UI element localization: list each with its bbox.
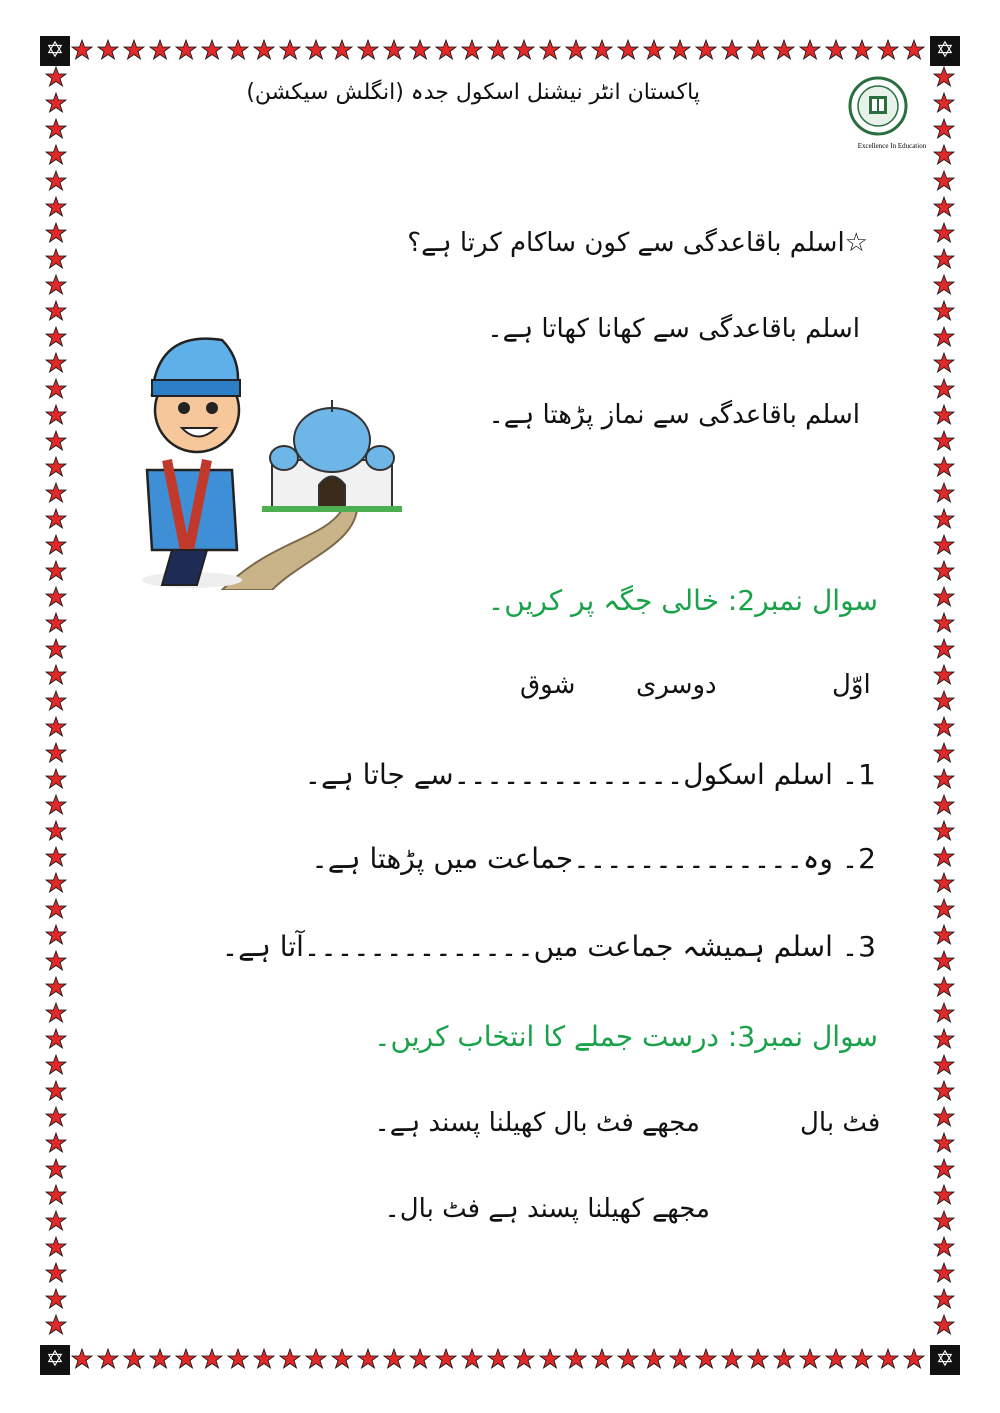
- border-star-icon: [44, 378, 68, 402]
- border-star-icon: [44, 820, 68, 844]
- border-star-icon: [382, 1348, 406, 1372]
- border-star-icon: [932, 300, 956, 324]
- border-star-icon: [932, 872, 956, 896]
- border-star-icon: [798, 39, 822, 63]
- border-star-icon: [44, 1054, 68, 1078]
- border-star-icon: [44, 716, 68, 740]
- border-star-icon: [486, 1348, 510, 1372]
- answer-1: اسلم باقاعدگی سے کھانا کھاتا ہے۔: [487, 314, 860, 344]
- border-star-icon: [850, 39, 874, 63]
- border-star-icon: [44, 586, 68, 610]
- border-star-icon: [932, 586, 956, 610]
- border-star-icon: [408, 39, 432, 63]
- sentence-option-2[interactable]: مجھے کھیلنا پسند ہے فٹ بال۔: [384, 1194, 710, 1224]
- border-star-icon: [668, 1348, 692, 1372]
- word-bank-item: شوق: [520, 670, 576, 700]
- boy-icon: [142, 339, 242, 588]
- border-star-icon: [44, 794, 68, 818]
- border-star-icon: [932, 1132, 956, 1156]
- border-star-icon: [902, 1348, 926, 1372]
- border-star-icon: [642, 39, 666, 63]
- border-star-icon: [174, 1348, 198, 1372]
- question-1: ☆اسلم باقاعدگی سے کون ساکام کرتا ہے؟: [407, 228, 868, 258]
- logo-caption: Excellence In Education: [857, 142, 927, 150]
- top-border: [40, 36, 960, 66]
- fill-blank-sentence-2[interactable]: 2۔ وہ۔۔۔۔۔۔۔۔۔۔۔۔۔۔جماعت میں پڑھتا ہے۔: [311, 842, 876, 875]
- border-star-icon: [932, 1054, 956, 1078]
- border-star-icon: [932, 1106, 956, 1130]
- border-star-icon: [70, 1348, 94, 1372]
- border-star-icon: [932, 1288, 956, 1312]
- border-star-icon: [932, 742, 956, 766]
- border-star-icon: [356, 39, 380, 63]
- border-star-icon: [538, 39, 562, 63]
- border-star-icon: [932, 430, 956, 454]
- border-star-icon: [538, 1348, 562, 1372]
- border-star-icon: [200, 39, 224, 63]
- border-star-icon: [616, 39, 640, 63]
- border-star-icon: [304, 1348, 328, 1372]
- border-star-icon: [382, 39, 406, 63]
- border-star-icon: [44, 950, 68, 974]
- border-star-icon: [876, 39, 900, 63]
- border-star-icon: [616, 1348, 640, 1372]
- border-star-icon: [44, 1184, 68, 1208]
- bottom-border: [40, 1345, 960, 1375]
- border-star-icon: [932, 638, 956, 662]
- border-star-icon: [44, 222, 68, 246]
- border-star-icon: [512, 1348, 536, 1372]
- corner-star-icon: ✡: [40, 1345, 70, 1375]
- border-star-icon: [932, 950, 956, 974]
- border-star-icon: [932, 1184, 956, 1208]
- border-star-icon: [720, 39, 744, 63]
- border-star-icon: [932, 508, 956, 532]
- border-star-icon: [70, 39, 94, 63]
- border-star-icon: [932, 534, 956, 558]
- border-star-icon: [902, 39, 926, 63]
- border-star-icon: [932, 924, 956, 948]
- border-star-icon: [252, 1348, 276, 1372]
- border-star-icon: [824, 39, 848, 63]
- border-star-icon: [932, 664, 956, 688]
- border-star-icon: [44, 1106, 68, 1130]
- border-star-icon: [932, 846, 956, 870]
- border-star-icon: [44, 170, 68, 194]
- border-star-icon: [668, 39, 692, 63]
- border-star-icon: [932, 248, 956, 272]
- border-star-icon: [876, 1348, 900, 1372]
- border-star-icon: [44, 976, 68, 1000]
- border-star-icon: [746, 39, 770, 63]
- border-star-icon: [932, 1028, 956, 1052]
- question-3-word: فٹ بال: [800, 1108, 881, 1138]
- border-star-icon: [44, 638, 68, 662]
- border-star-icon: [44, 1080, 68, 1104]
- border-star-icon: [44, 690, 68, 714]
- border-star-icon: [932, 482, 956, 506]
- border-star-icon: [226, 39, 250, 63]
- border-star-icon: [932, 1080, 956, 1104]
- border-star-icon: [330, 1348, 354, 1372]
- border-star-icon: [44, 534, 68, 558]
- border-star-icon: [330, 39, 354, 63]
- border-star-icon: [44, 1158, 68, 1182]
- border-star-icon: [932, 196, 956, 220]
- border-star-icon: [44, 898, 68, 922]
- border-star-icon: [932, 1002, 956, 1026]
- border-star-icon: [932, 1210, 956, 1234]
- school-title: پاکستان انٹر نیشنل اسکول جدہ (انگلش سیکشن): [246, 80, 700, 105]
- right-border: [928, 36, 960, 1375]
- border-star-icon: [44, 1028, 68, 1052]
- border-star-icon: [44, 196, 68, 220]
- border-star-icon: [824, 1348, 848, 1372]
- border-star-icon: [96, 39, 120, 63]
- border-star-icon: [932, 560, 956, 584]
- border-star-icon: [44, 1002, 68, 1026]
- border-star-icon: [932, 690, 956, 714]
- border-star-icon: [694, 1348, 718, 1372]
- border-star-icon: [44, 1262, 68, 1286]
- border-star-icon: [44, 1288, 68, 1312]
- border-star-icon: [44, 872, 68, 896]
- border-star-icon: [590, 1348, 614, 1372]
- border-star-icon: [278, 39, 302, 63]
- border-star-icon: [932, 820, 956, 844]
- border-star-icon: [200, 1348, 224, 1372]
- border-star-icon: [44, 560, 68, 584]
- border-star-icon: [932, 716, 956, 740]
- border-star-icon: [44, 508, 68, 532]
- border-star-icon: [148, 1348, 172, 1372]
- border-star-icon: [44, 352, 68, 376]
- border-star-icon: [590, 39, 614, 63]
- answer-2: اسلم باقاعدگی سے نماز پڑھتا ہے۔: [488, 400, 860, 430]
- border-star-icon: [772, 39, 796, 63]
- border-star-icon: [932, 976, 956, 1000]
- border-star-icon: [460, 39, 484, 63]
- border-star-icon: [932, 612, 956, 636]
- border-star-icon: [932, 1236, 956, 1260]
- border-star-icon: [932, 768, 956, 792]
- border-star-icon: [356, 1348, 380, 1372]
- fill-blank-sentence-1[interactable]: 1۔ اسلم اسکول۔۔۔۔۔۔۔۔۔۔۔۔۔۔سے جاتا ہے۔: [304, 758, 876, 791]
- question-3-title: سوال نمبر3: درست جملے کا انتخاب کریں۔: [374, 1020, 878, 1053]
- border-star-icon: [148, 39, 172, 63]
- border-star-icon: [564, 1348, 588, 1372]
- border-star-icon: [44, 118, 68, 142]
- border-star-icon: [932, 404, 956, 428]
- border-star-icon: [564, 39, 588, 63]
- corner-star-icon: ✡: [930, 36, 960, 66]
- border-star-icon: [44, 846, 68, 870]
- border-star-icon: [174, 39, 198, 63]
- border-star-icon: [932, 1314, 956, 1338]
- border-star-icon: [932, 274, 956, 298]
- border-star-icon: [44, 742, 68, 766]
- border-star-icon: [932, 378, 956, 402]
- border-star-icon: [44, 300, 68, 324]
- border-star-icon: [694, 39, 718, 63]
- border-star-icon: [44, 66, 68, 90]
- border-star-icon: [434, 39, 458, 63]
- border-star-icon: [932, 170, 956, 194]
- border-star-icon: [252, 39, 276, 63]
- border-star-icon: [304, 39, 328, 63]
- border-star-icon: [932, 352, 956, 376]
- corner-star-icon: ✡: [40, 36, 70, 66]
- border-star-icon: [460, 1348, 484, 1372]
- border-star-icon: [44, 326, 68, 350]
- boy-mosque-illustration: [112, 300, 422, 590]
- border-star-icon: [642, 1348, 666, 1372]
- border-star-icon: [44, 1210, 68, 1234]
- fill-blank-sentence-3[interactable]: 3۔ اسلم ہمیشہ جماعت میں۔۔۔۔۔۔۔۔۔۔۔۔۔۔آتا ہے۔: [221, 930, 876, 963]
- border-star-icon: [798, 1348, 822, 1372]
- border-star-icon: [44, 144, 68, 168]
- mosque-icon: [262, 400, 402, 512]
- border-star-icon: [932, 794, 956, 818]
- border-star-icon: [44, 430, 68, 454]
- border-star-icon: [44, 92, 68, 116]
- border-star-icon: [44, 1132, 68, 1156]
- border-star-icon: [44, 1314, 68, 1338]
- border-star-icon: [850, 1348, 874, 1372]
- border-star-icon: [44, 404, 68, 428]
- corner-star-icon: ✡: [930, 1345, 960, 1375]
- border-star-icon: [434, 1348, 458, 1372]
- border-star-icon: [486, 39, 510, 63]
- border-star-icon: [932, 1158, 956, 1182]
- border-star-icon: [932, 326, 956, 350]
- word-bank-item: دوسری: [636, 670, 717, 700]
- border-star-icon: [278, 1348, 302, 1372]
- left-border: [40, 36, 72, 1375]
- sentence-option-1[interactable]: مجھے فٹ بال کھیلنا پسند ہے۔: [374, 1108, 700, 1138]
- border-star-icon: [512, 39, 536, 63]
- border-star-icon: [44, 482, 68, 506]
- border-star-icon: [122, 1348, 146, 1372]
- border-star-icon: [720, 1348, 744, 1372]
- border-star-icon: [44, 924, 68, 948]
- school-logo: [842, 72, 942, 152]
- border-star-icon: [932, 222, 956, 246]
- border-star-icon: [746, 1348, 770, 1372]
- border-star-icon: [932, 456, 956, 480]
- word-bank-item: اوّل: [832, 670, 871, 700]
- border-star-icon: [932, 898, 956, 922]
- border-star-icon: [44, 1236, 68, 1260]
- border-star-icon: [44, 768, 68, 792]
- border-star-icon: [226, 1348, 250, 1372]
- border-star-icon: [44, 456, 68, 480]
- border-star-icon: [932, 1262, 956, 1286]
- border-star-icon: [96, 1348, 120, 1372]
- border-star-icon: [44, 274, 68, 298]
- border-star-icon: [122, 39, 146, 63]
- border-star-icon: [772, 1348, 796, 1372]
- question-2-title: سوال نمبر2: خالی جگہ پر کریں۔: [487, 584, 878, 617]
- border-star-icon: [44, 664, 68, 688]
- border-star-icon: [44, 612, 68, 636]
- border-star-icon: [44, 248, 68, 272]
- border-star-icon: [408, 1348, 432, 1372]
